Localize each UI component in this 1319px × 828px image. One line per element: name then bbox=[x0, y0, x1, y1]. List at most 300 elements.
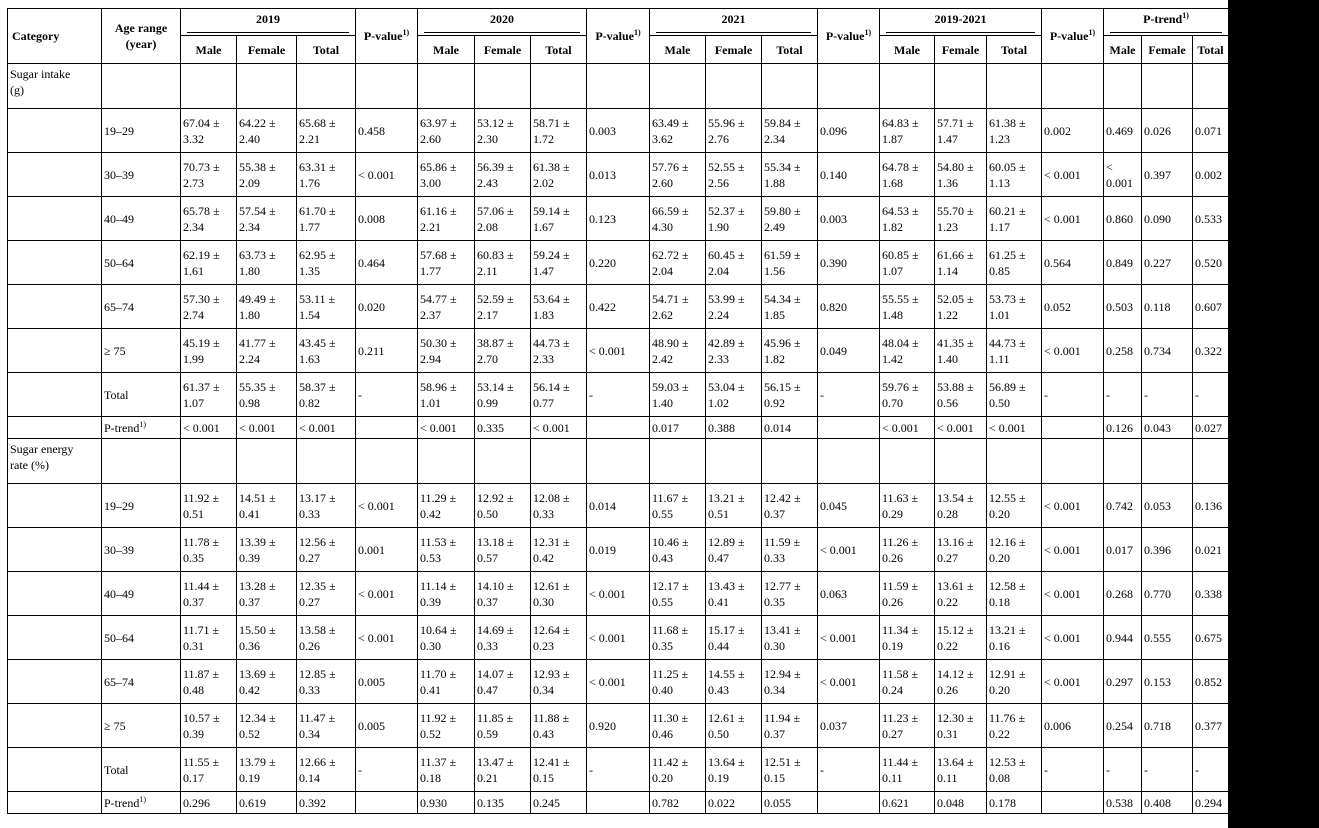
y2021-male-cell: 63.49 ± 3.62 bbox=[650, 109, 706, 153]
y2019-female-cell: 13.39 ± 0.39 bbox=[237, 528, 297, 572]
ptrend-total-cell: 0.852 bbox=[1193, 660, 1229, 704]
page-edge-band bbox=[1228, 0, 1319, 828]
y2021-female-cell: 52.37 ± 1.90 bbox=[706, 197, 762, 241]
yall-female-cell: 13.61 ± 0.22 bbox=[935, 572, 987, 616]
ptrend-female-cell: 0.090 bbox=[1142, 197, 1193, 241]
table-row bbox=[8, 285, 1229, 329]
y2021-female-cell: 52.55 ± 2.56 bbox=[706, 153, 762, 197]
y2020-total-cell: 11.88 ± 0.43 bbox=[531, 704, 587, 748]
empty-cell bbox=[880, 64, 935, 109]
yall-female-cell: 13.54 ± 0.28 bbox=[935, 484, 987, 528]
empty-cell bbox=[8, 197, 102, 241]
ptrend-male-cell: 0.268 bbox=[1104, 572, 1142, 616]
ptrend-value-cell: < 0.001 bbox=[297, 417, 356, 439]
pvalue-cell: < 0.001 bbox=[1042, 484, 1104, 528]
y2019-total-cell: 62.95 ± 1.35 bbox=[297, 241, 356, 285]
ptrend-total-cell: - bbox=[1193, 748, 1229, 792]
y2021-total-cell: 12.51 ± 0.15 bbox=[762, 748, 818, 792]
empty-cell bbox=[8, 704, 102, 748]
empty-cell bbox=[818, 64, 880, 109]
empty-cell bbox=[587, 64, 650, 109]
y2020-female-cell: 56.39 ± 2.43 bbox=[475, 153, 531, 197]
y2020-male-cell: 50.30 ± 2.94 bbox=[418, 329, 475, 373]
table-row bbox=[8, 484, 1229, 528]
y2020-male-cell: 54.77 ± 2.37 bbox=[418, 285, 475, 329]
pvalue-cell: < 0.001 bbox=[1042, 528, 1104, 572]
y2020-male-cell: 61.16 ± 2.21 bbox=[418, 197, 475, 241]
pvalue-cell: 0.005 bbox=[356, 660, 418, 704]
y2021-female-cell: 12.61 ± 0.50 bbox=[706, 704, 762, 748]
pvalue-cell: 0.002 bbox=[1042, 109, 1104, 153]
ptrend-label: P-trend$^{1)}$ bbox=[102, 417, 181, 439]
y2021-total-cell: 54.34 ± 1.85 bbox=[762, 285, 818, 329]
section-header-row bbox=[8, 439, 1229, 484]
empty-cell bbox=[987, 64, 1042, 109]
pvalue-cell: 0.001 bbox=[356, 528, 418, 572]
age-range-cell: 19–29 bbox=[102, 484, 181, 528]
section-title bbox=[8, 439, 102, 484]
ptrend-male-cell: 0.849 bbox=[1104, 241, 1142, 285]
yall-female-cell: 14.12 ± 0.26 bbox=[935, 660, 987, 704]
table-row bbox=[8, 528, 1229, 572]
header-pvalue-2021: P-value$^{1)}$ bbox=[818, 9, 880, 64]
y2019-total-cell: 63.31 ± 1.76 bbox=[297, 153, 356, 197]
header-male: Male bbox=[880, 36, 935, 64]
empty-cell bbox=[8, 109, 102, 153]
y2021-male-cell: 59.03 ± 1.40 bbox=[650, 373, 706, 417]
age-range-cell: Total bbox=[102, 373, 181, 417]
pvalue-cell: 0.390 bbox=[818, 241, 880, 285]
yall-female-cell: 61.66 ± 1.14 bbox=[935, 241, 987, 285]
y2020-female-cell: 14.69 ± 0.33 bbox=[475, 616, 531, 660]
empty-cell bbox=[935, 439, 987, 484]
section-title-line: rate (%) bbox=[10, 458, 49, 472]
pvalue-cell: - bbox=[356, 748, 418, 792]
empty-cell bbox=[475, 439, 531, 484]
pvalue-cell: < 0.001 bbox=[587, 329, 650, 373]
empty-cell bbox=[706, 64, 762, 109]
empty-cell bbox=[8, 528, 102, 572]
ptrend-female-cell: 0.555 bbox=[1142, 616, 1193, 660]
yall-male-cell: 55.55 ± 1.48 bbox=[880, 285, 935, 329]
yall-female-cell: 57.71 ± 1.47 bbox=[935, 109, 987, 153]
pvalue-cell: 0.140 bbox=[818, 153, 880, 197]
pvalue-cell: 0.019 bbox=[587, 528, 650, 572]
y2021-male-cell: 11.30 ± 0.46 bbox=[650, 704, 706, 748]
y2020-total-cell: 12.41 ± 0.15 bbox=[531, 748, 587, 792]
yall-male-cell: 11.44 ± 0.11 bbox=[880, 748, 935, 792]
ptrend-value-cell: < 0.001 bbox=[880, 417, 935, 439]
ptrend-total-cell: 0.002 bbox=[1193, 153, 1229, 197]
yall-total-cell: 12.91 ± 0.20 bbox=[987, 660, 1042, 704]
y2020-male-cell: 11.53 ± 0.53 bbox=[418, 528, 475, 572]
pvalue-cell: < 0.001 bbox=[587, 572, 650, 616]
pvalue-cell: 0.422 bbox=[587, 285, 650, 329]
pvalue-cell: 0.014 bbox=[587, 484, 650, 528]
table-row bbox=[8, 373, 1229, 417]
y2019-female-cell: 12.34 ± 0.52 bbox=[237, 704, 297, 748]
empty-cell bbox=[8, 373, 102, 417]
pvalue-cell: < 0.001 bbox=[356, 484, 418, 528]
pvalue-cell: 0.003 bbox=[587, 109, 650, 153]
empty-cell bbox=[8, 484, 102, 528]
ptrend-total-cell: 0.520 bbox=[1193, 241, 1229, 285]
yall-total-cell: 12.53 ± 0.08 bbox=[987, 748, 1042, 792]
ptrend-total-cell: 0.533 bbox=[1193, 197, 1229, 241]
section-title-line: (g) bbox=[10, 83, 24, 97]
ptrend-female-cell: 0.153 bbox=[1142, 660, 1193, 704]
pvalue-cell: 0.006 bbox=[1042, 704, 1104, 748]
empty-cell bbox=[531, 439, 587, 484]
empty-cell bbox=[102, 64, 181, 109]
pvalue-cell: 0.096 bbox=[818, 109, 880, 153]
empty-cell bbox=[237, 439, 297, 484]
y2021-female-cell: 55.96 ± 2.76 bbox=[706, 109, 762, 153]
age-range-cell: 50–64 bbox=[102, 241, 181, 285]
y2021-female-cell: 53.99 ± 2.24 bbox=[706, 285, 762, 329]
ptrend-value-cell: 0.296 bbox=[181, 792, 237, 814]
pvalue-cell: < 0.001 bbox=[1042, 153, 1104, 197]
ptrend-male-cell: - bbox=[1104, 748, 1142, 792]
y2019-male-cell: 62.19 ± 1.61 bbox=[181, 241, 237, 285]
age-range-cell: 19–29 bbox=[102, 109, 181, 153]
pvalue-cell: < 0.001 bbox=[356, 572, 418, 616]
ptrend-female-cell: 0.118 bbox=[1142, 285, 1193, 329]
ptrend-value-cell: < 0.001 bbox=[531, 417, 587, 439]
y2020-total-cell: 59.24 ± 1.47 bbox=[531, 241, 587, 285]
ptrend-value-cell: 0.408 bbox=[1142, 792, 1193, 814]
y2020-female-cell: 52.59 ± 2.17 bbox=[475, 285, 531, 329]
y2021-female-cell: 60.45 ± 2.04 bbox=[706, 241, 762, 285]
pvalue-cell: - bbox=[818, 373, 880, 417]
y2019-female-cell: 14.51 ± 0.41 bbox=[237, 484, 297, 528]
y2021-female-cell: 13.43 ± 0.41 bbox=[706, 572, 762, 616]
y2021-male-cell: 12.17 ± 0.55 bbox=[650, 572, 706, 616]
header-female: Female bbox=[475, 36, 531, 64]
header-female: Female bbox=[935, 36, 987, 64]
yall-total-cell: 12.16 ± 0.20 bbox=[987, 528, 1042, 572]
pvalue-cell: 0.052 bbox=[1042, 285, 1104, 329]
pvalue-cell: 0.820 bbox=[818, 285, 880, 329]
ptrend-total-cell: 0.322 bbox=[1193, 329, 1229, 373]
yall-total-cell: 12.55 ± 0.20 bbox=[987, 484, 1042, 528]
sugar-intake-table bbox=[7, 8, 1229, 814]
ptrend-value-cell: 0.335 bbox=[475, 417, 531, 439]
y2020-female-cell: 12.92 ± 0.50 bbox=[475, 484, 531, 528]
empty-cell bbox=[650, 439, 706, 484]
yall-total-cell: 53.73 ± 1.01 bbox=[987, 285, 1042, 329]
empty-cell bbox=[8, 153, 102, 197]
empty-cell bbox=[181, 439, 237, 484]
empty-cell bbox=[1193, 64, 1229, 109]
y2021-total-cell: 45.96 ± 1.82 bbox=[762, 329, 818, 373]
yall-female-cell: 55.70 ± 1.23 bbox=[935, 197, 987, 241]
pvalue-cell: < 0.001 bbox=[1042, 329, 1104, 373]
y2020-male-cell: 11.29 ± 0.42 bbox=[418, 484, 475, 528]
pvalue-cell: 0.464 bbox=[356, 241, 418, 285]
pvalue-cell: - bbox=[818, 748, 880, 792]
y2019-total-cell: 13.58 ± 0.26 bbox=[297, 616, 356, 660]
yall-male-cell: 64.78 ± 1.68 bbox=[880, 153, 935, 197]
y2021-male-cell: 11.25 ± 0.40 bbox=[650, 660, 706, 704]
y2019-female-cell: 63.73 ± 1.80 bbox=[237, 241, 297, 285]
empty-cell bbox=[880, 439, 935, 484]
table-row bbox=[8, 329, 1229, 373]
y2021-male-cell: 10.46 ± 0.43 bbox=[650, 528, 706, 572]
empty-cell bbox=[1042, 439, 1104, 484]
yall-total-cell: 60.05 ± 1.13 bbox=[987, 153, 1042, 197]
yall-total-cell: 61.25 ± 0.85 bbox=[987, 241, 1042, 285]
y2019-male-cell: 45.19 ± 1.99 bbox=[181, 329, 237, 373]
pvalue-cell: 0.458 bbox=[356, 109, 418, 153]
header-category: Category bbox=[8, 9, 102, 64]
ptrend-value-cell: 0.048 bbox=[935, 792, 987, 814]
age-range-cell: Total bbox=[102, 748, 181, 792]
y2019-male-cell: 65.78 ± 2.34 bbox=[181, 197, 237, 241]
table-row bbox=[8, 616, 1229, 660]
header-year-2019: 2019 bbox=[181, 9, 356, 36]
ptrend-value-cell: 0.388 bbox=[706, 417, 762, 439]
y2020-female-cell: 13.18 ± 0.57 bbox=[475, 528, 531, 572]
yall-male-cell: 60.85 ± 1.07 bbox=[880, 241, 935, 285]
y2020-male-cell: 58.96 ± 1.01 bbox=[418, 373, 475, 417]
y2021-total-cell: 11.59 ± 0.33 bbox=[762, 528, 818, 572]
ptrend-value-cell: 0.022 bbox=[706, 792, 762, 814]
y2019-male-cell: 67.04 ± 3.32 bbox=[181, 109, 237, 153]
y2020-total-cell: 58.71 ± 1.72 bbox=[531, 109, 587, 153]
y2020-female-cell: 11.85 ± 0.59 bbox=[475, 704, 531, 748]
empty-cell bbox=[8, 241, 102, 285]
y2021-female-cell: 13.21 ± 0.51 bbox=[706, 484, 762, 528]
y2019-male-cell: 57.30 ± 2.74 bbox=[181, 285, 237, 329]
empty-cell bbox=[818, 439, 880, 484]
age-range-cell: 40–49 bbox=[102, 572, 181, 616]
ptrend-value-cell: 0.930 bbox=[418, 792, 475, 814]
yall-female-cell: 15.12 ± 0.22 bbox=[935, 616, 987, 660]
age-range-cell: ≥ 75 bbox=[102, 704, 181, 748]
y2019-total-cell: 13.17 ± 0.33 bbox=[297, 484, 356, 528]
ptrend-total-cell: 0.377 bbox=[1193, 704, 1229, 748]
y2020-female-cell: 14.10 ± 0.37 bbox=[475, 572, 531, 616]
y2019-male-cell: 11.71 ± 0.31 bbox=[181, 616, 237, 660]
y2020-male-cell: 11.37 ± 0.18 bbox=[418, 748, 475, 792]
empty-cell bbox=[356, 417, 418, 439]
y2019-female-cell: 55.38 ± 2.09 bbox=[237, 153, 297, 197]
y2019-female-cell: 57.54 ± 2.34 bbox=[237, 197, 297, 241]
header-pvalue-2020: P-value$^{1)}$ bbox=[587, 9, 650, 64]
empty-cell bbox=[587, 439, 650, 484]
y2021-male-cell: 11.68 ± 0.35 bbox=[650, 616, 706, 660]
pvalue-cell: < 0.001 bbox=[818, 616, 880, 660]
y2020-total-cell: 12.93 ± 0.34 bbox=[531, 660, 587, 704]
yall-total-cell: 44.73 ± 1.11 bbox=[987, 329, 1042, 373]
y2020-male-cell: 10.64 ± 0.30 bbox=[418, 616, 475, 660]
empty-cell bbox=[1042, 792, 1104, 814]
empty-cell bbox=[935, 64, 987, 109]
ptrend-male-cell: 0.860 bbox=[1104, 197, 1142, 241]
y2019-female-cell: 49.49 ± 1.80 bbox=[237, 285, 297, 329]
y2020-total-cell: 12.08 ± 0.33 bbox=[531, 484, 587, 528]
ptrend-value-cell: 0.619 bbox=[237, 792, 297, 814]
pvalue-cell: 0.920 bbox=[587, 704, 650, 748]
empty-cell bbox=[356, 439, 418, 484]
header-female: Female bbox=[237, 36, 297, 64]
ptrend-male-cell: 0.742 bbox=[1104, 484, 1142, 528]
y2019-male-cell: 11.87 ± 0.48 bbox=[181, 660, 237, 704]
empty-cell bbox=[706, 439, 762, 484]
ptrend-female-cell: 0.053 bbox=[1142, 484, 1193, 528]
empty-cell bbox=[8, 792, 102, 814]
ptrend-female-cell: 0.770 bbox=[1142, 572, 1193, 616]
pvalue-cell: < 0.001 bbox=[1042, 616, 1104, 660]
y2019-male-cell: 11.92 ± 0.51 bbox=[181, 484, 237, 528]
y2019-total-cell: 65.68 ± 2.21 bbox=[297, 109, 356, 153]
y2021-male-cell: 11.42 ± 0.20 bbox=[650, 748, 706, 792]
y2021-female-cell: 15.17 ± 0.44 bbox=[706, 616, 762, 660]
y2021-female-cell: 53.04 ± 1.02 bbox=[706, 373, 762, 417]
empty-cell bbox=[1142, 64, 1193, 109]
ptrend-male-cell: 0.469 bbox=[1104, 109, 1142, 153]
y2021-female-cell: 13.64 ± 0.19 bbox=[706, 748, 762, 792]
header-pvalue-2019-2021: P-value$^{1)}$ bbox=[1042, 9, 1104, 64]
ptrend-male-cell: 0.258 bbox=[1104, 329, 1142, 373]
ptrend-row bbox=[8, 417, 1229, 439]
empty-cell bbox=[650, 64, 706, 109]
empty-cell bbox=[1142, 439, 1193, 484]
ptrend-value-cell: 0.135 bbox=[475, 792, 531, 814]
pvalue-cell: 0.037 bbox=[818, 704, 880, 748]
ptrend-male-cell: 0.254 bbox=[1104, 704, 1142, 748]
y2020-male-cell: 63.97 ± 2.60 bbox=[418, 109, 475, 153]
ptrend-female-cell: 0.397 bbox=[1142, 153, 1193, 197]
age-range-cell: ≥ 75 bbox=[102, 329, 181, 373]
ptrend-total-cell: 0.071 bbox=[1193, 109, 1229, 153]
y2021-male-cell: 57.76 ± 2.60 bbox=[650, 153, 706, 197]
header-pvalue-2019: P-value$^{1)}$ bbox=[356, 9, 418, 64]
y2019-female-cell: 15.50 ± 0.36 bbox=[237, 616, 297, 660]
y2021-total-cell: 13.41 ± 0.30 bbox=[762, 616, 818, 660]
y2019-male-cell: 70.73 ± 2.73 bbox=[181, 153, 237, 197]
empty-cell bbox=[1193, 439, 1229, 484]
empty-cell bbox=[8, 660, 102, 704]
yall-female-cell: 41.35 ± 1.40 bbox=[935, 329, 987, 373]
ptrend-female-cell: - bbox=[1142, 748, 1193, 792]
yall-male-cell: 11.23 ± 0.27 bbox=[880, 704, 935, 748]
header-male: Male bbox=[181, 36, 237, 64]
header-total: Total bbox=[762, 36, 818, 64]
y2019-male-cell: 11.55 ± 0.17 bbox=[181, 748, 237, 792]
empty-cell bbox=[297, 439, 356, 484]
y2021-male-cell: 66.59 ± 4.30 bbox=[650, 197, 706, 241]
empty-cell bbox=[237, 64, 297, 109]
y2020-female-cell: 60.83 ± 2.11 bbox=[475, 241, 531, 285]
y2020-female-cell: 57.06 ± 2.08 bbox=[475, 197, 531, 241]
y2021-total-cell: 11.94 ± 0.37 bbox=[762, 704, 818, 748]
table-row bbox=[8, 704, 1229, 748]
y2021-total-cell: 56.15 ± 0.92 bbox=[762, 373, 818, 417]
pvalue-cell: 0.123 bbox=[587, 197, 650, 241]
ptrend-value-cell: 0.017 bbox=[650, 417, 706, 439]
empty-cell bbox=[531, 64, 587, 109]
y2019-female-cell: 13.28 ± 0.37 bbox=[237, 572, 297, 616]
y2019-total-cell: 58.37 ± 0.82 bbox=[297, 373, 356, 417]
ptrend-male-cell: < 0.001 bbox=[1104, 153, 1142, 197]
y2020-male-cell: 57.68 ± 1.77 bbox=[418, 241, 475, 285]
y2019-female-cell: 64.22 ± 2.40 bbox=[237, 109, 297, 153]
empty-cell bbox=[1042, 417, 1104, 439]
y2019-total-cell: 12.66 ± 0.14 bbox=[297, 748, 356, 792]
ptrend-total-cell: 0.136 bbox=[1193, 484, 1229, 528]
empty-cell bbox=[8, 285, 102, 329]
ptrend-value-cell: 0.245 bbox=[531, 792, 587, 814]
header-total: Total bbox=[1193, 36, 1229, 64]
age-range-cell: 30–39 bbox=[102, 528, 181, 572]
ptrend-male-cell: 0.944 bbox=[1104, 616, 1142, 660]
header-male: Male bbox=[1104, 36, 1142, 64]
age-range-cell: 30–39 bbox=[102, 153, 181, 197]
y2020-total-cell: 12.31 ± 0.42 bbox=[531, 528, 587, 572]
header-total: Total bbox=[297, 36, 356, 64]
table-row bbox=[8, 572, 1229, 616]
pvalue-cell: 0.020 bbox=[356, 285, 418, 329]
y2021-total-cell: 12.77 ± 0.35 bbox=[762, 572, 818, 616]
yall-male-cell: 64.83 ± 1.87 bbox=[880, 109, 935, 153]
empty-cell bbox=[1104, 64, 1142, 109]
header-ptrend: P-trend$^{1)}$ bbox=[1104, 9, 1229, 36]
age-range-cell: 50–64 bbox=[102, 616, 181, 660]
empty-cell bbox=[8, 572, 102, 616]
yall-female-cell: 54.80 ± 1.36 bbox=[935, 153, 987, 197]
y2019-female-cell: 13.69 ± 0.42 bbox=[237, 660, 297, 704]
ptrend-female-cell: - bbox=[1142, 373, 1193, 417]
y2021-total-cell: 12.94 ± 0.34 bbox=[762, 660, 818, 704]
y2019-total-cell: 12.35 ± 0.27 bbox=[297, 572, 356, 616]
yall-female-cell: 13.16 ± 0.27 bbox=[935, 528, 987, 572]
yall-male-cell: 64.53 ± 1.82 bbox=[880, 197, 935, 241]
pvalue-cell: 0.003 bbox=[818, 197, 880, 241]
y2021-male-cell: 11.67 ± 0.55 bbox=[650, 484, 706, 528]
ptrend-value-cell: 0.055 bbox=[762, 792, 818, 814]
empty-cell bbox=[1042, 64, 1104, 109]
ptrend-total-cell: 0.021 bbox=[1193, 528, 1229, 572]
empty-cell bbox=[8, 329, 102, 373]
section-title-line: Sugar intake bbox=[10, 67, 71, 81]
y2020-male-cell: 11.70 ± 0.41 bbox=[418, 660, 475, 704]
pvalue-cell: 0.045 bbox=[818, 484, 880, 528]
ptrend-value-cell: < 0.001 bbox=[181, 417, 237, 439]
ptrend-value-cell: 0.126 bbox=[1104, 417, 1142, 439]
ptrend-value-cell: < 0.001 bbox=[237, 417, 297, 439]
ptrend-male-cell: 0.503 bbox=[1104, 285, 1142, 329]
ptrend-value-cell: < 0.001 bbox=[935, 417, 987, 439]
pvalue-cell: < 0.001 bbox=[818, 528, 880, 572]
yall-male-cell: 11.26 ± 0.26 bbox=[880, 528, 935, 572]
y2021-total-cell: 55.34 ± 1.88 bbox=[762, 153, 818, 197]
y2019-female-cell: 13.79 ± 0.19 bbox=[237, 748, 297, 792]
y2019-total-cell: 11.47 ± 0.34 bbox=[297, 704, 356, 748]
empty-cell bbox=[818, 417, 880, 439]
y2020-total-cell: 12.61 ± 0.30 bbox=[531, 572, 587, 616]
section-title bbox=[8, 64, 102, 109]
y2021-male-cell: 54.71 ± 2.62 bbox=[650, 285, 706, 329]
header-male: Male bbox=[418, 36, 475, 64]
y2021-male-cell: 48.90 ± 2.42 bbox=[650, 329, 706, 373]
yall-total-cell: 60.21 ± 1.17 bbox=[987, 197, 1042, 241]
y2020-female-cell: 14.07 ± 0.47 bbox=[475, 660, 531, 704]
empty-cell bbox=[8, 417, 102, 439]
empty-cell bbox=[1104, 439, 1142, 484]
ptrend-female-cell: 0.396 bbox=[1142, 528, 1193, 572]
